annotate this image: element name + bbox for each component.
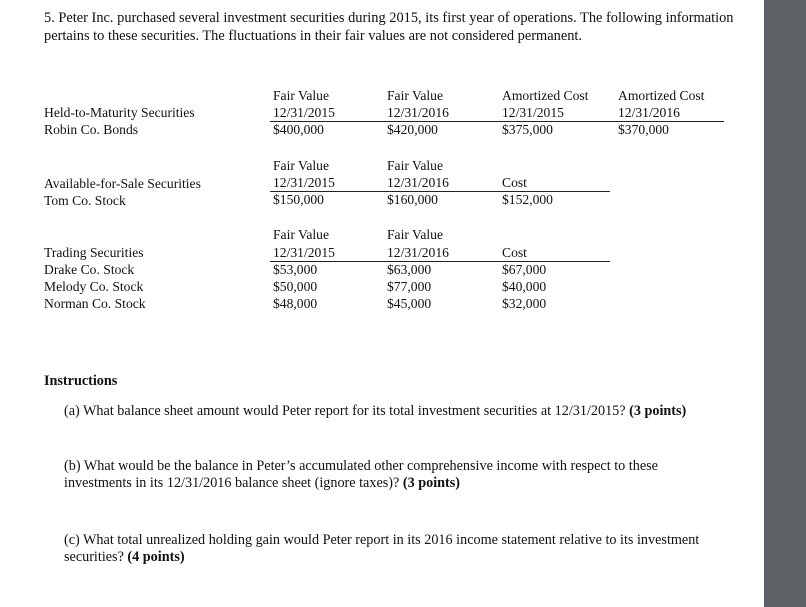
- htm-col4-value: $370,000: [618, 122, 669, 137]
- trading-col1-value: $50,000: [273, 279, 318, 294]
- htm-col2-h2: 12/31/2016: [387, 105, 449, 120]
- afs-col1-value: $150,000: [273, 192, 324, 207]
- question-b-text: (b) What would be the balance in Peter’s accumulated other comprehensive income with respect to these investments in its 12/31/2016 balance sheet (ignore taxes)?: [64, 458, 658, 491]
- trading-col3-value: $67,000: [502, 262, 547, 277]
- question-b: [64, 458, 704, 492]
- afs-col2-h1: Fair Value: [387, 158, 444, 173]
- instructions-title: Instructions: [44, 373, 118, 389]
- afs-col1-h1: Fair Value: [273, 158, 330, 173]
- afs-col3-h2: Cost: [502, 175, 527, 190]
- question-a-points: (3 points): [629, 403, 687, 419]
- question-c-text: (c) What total unrealized holding gain would Peter report in its 2016 income statement relative to its investment securities?: [64, 532, 700, 565]
- htm-col2-h1: Fair Value: [387, 88, 444, 103]
- trading-row-name: Drake Co. Stock: [44, 262, 135, 277]
- question-b-points: (3 points): [402, 475, 460, 491]
- question-a-text: (a) What balance sheet amount would Peter report for its total investment securities at 12/31/2015?: [64, 403, 626, 419]
- trading-col1-value: $48,000: [273, 296, 318, 311]
- afs-col1-h2: 12/31/2015: [273, 175, 335, 190]
- htm-col4-h2: 12/31/2016: [618, 105, 680, 120]
- afs-header-rule: [270, 191, 610, 192]
- htm-col1-h2: 12/31/2015: [273, 105, 335, 120]
- trading-col2-value: $45,000: [387, 296, 432, 311]
- trading-col1-h2: 12/31/2015: [273, 245, 335, 260]
- trading-col2-value: $77,000: [387, 279, 432, 294]
- trading-col2-h1: Fair Value: [387, 227, 444, 242]
- htm-row-name: Robin Co. Bonds: [44, 122, 139, 137]
- viewer-scrollbar-panel[interactable]: [764, 0, 806, 607]
- htm-title: Held-to-Maturity Securities: [44, 105, 195, 120]
- afs-col3-value: $152,000: [502, 192, 553, 207]
- trading-col3-value: $40,000: [502, 279, 547, 294]
- htm-col2-value: $420,000: [387, 122, 438, 137]
- htm-col3-h1: Amortized Cost: [502, 88, 589, 103]
- question-a: [64, 403, 704, 420]
- htm-col3-h2: 12/31/2015: [502, 105, 564, 120]
- htm-col4-h1: Amortized Cost: [618, 88, 705, 103]
- htm-header-rule: [270, 121, 724, 122]
- question-c-points: (4 points): [127, 549, 185, 565]
- afs-row-name: Tom Co. Stock: [44, 193, 126, 208]
- afs-col2-h2: 12/31/2016: [387, 175, 449, 190]
- trading-col1-value: $53,000: [273, 262, 318, 277]
- trading-title: Trading Securities: [44, 245, 144, 260]
- htm-col1-h1: Fair Value: [273, 88, 330, 103]
- htm-col1-value: $400,000: [273, 122, 324, 137]
- afs-title: Available-for-Sale Securities: [44, 176, 201, 191]
- problem-text: 5. Peter Inc. purchased several investment securities during 2015, its first year of operations. The following information pertains to these securities. The fluctuations in their fair values are not considered permanent.: [44, 10, 734, 44]
- afs-col2-value: $160,000: [387, 192, 438, 207]
- question-c: [64, 532, 704, 566]
- trading-col3-value: $32,000: [502, 296, 547, 311]
- trading-row-name: Melody Co. Stock: [44, 279, 144, 294]
- htm-col3-value: $375,000: [502, 122, 553, 137]
- trading-col1-h1: Fair Value: [273, 227, 330, 242]
- trading-col2-h2: 12/31/2016: [387, 245, 449, 260]
- trading-col2-value: $63,000: [387, 262, 432, 277]
- trading-col3-h2: Cost: [502, 245, 527, 260]
- trading-row-name: Norman Co. Stock: [44, 296, 146, 311]
- trading-header-rule: [270, 261, 610, 262]
